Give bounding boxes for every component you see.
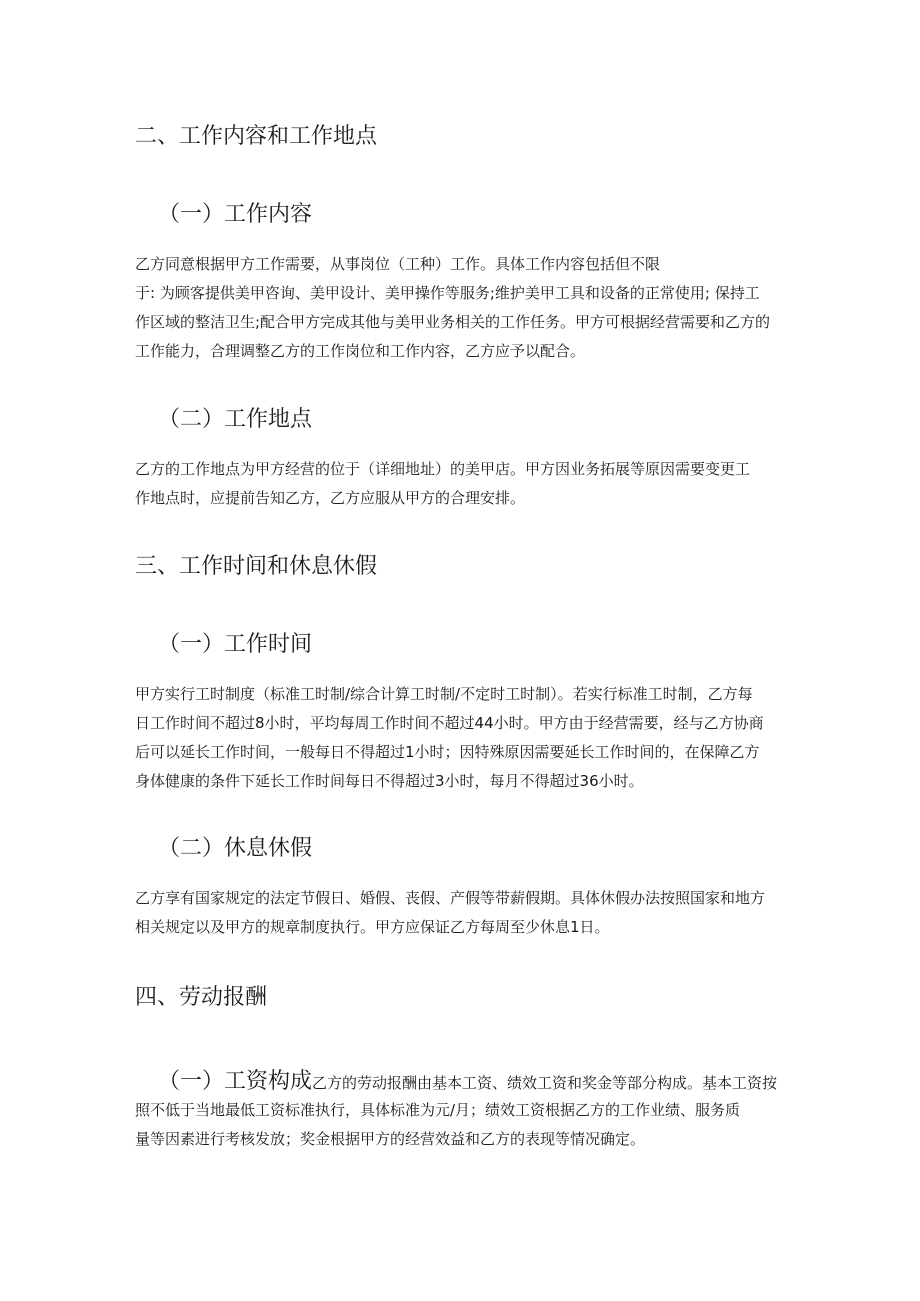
text-line: 作地点时，应提前告知乙方，乙方应服从甲方的合理安排。 xyxy=(135,489,526,507)
text-line: 身体健康的条件下延长工作时间每日不得超过3小时，每月不得超过36小时。 xyxy=(135,772,644,790)
text-line: 后可以延长工作时间，一般每日不得超过1小时；因特殊原因需要延长工作时间的，在保障乙方 xyxy=(135,743,760,761)
text-line: 量等因素进行考核发放；奖金根据甲方的经营效益和乙方的表现等情况确定。 xyxy=(135,1130,646,1148)
paragraph-work-content xyxy=(135,250,785,366)
paragraph-wage-structure xyxy=(135,1096,795,1154)
paragraph-work-location xyxy=(135,455,785,513)
text-line: 作区域的整洁卫生;配合甲方完成其他与美甲业务相关的工作任务。甲方可根据经营需要和乙方的 xyxy=(135,313,771,331)
text-line: 工作能力，合理调整乙方的工作岗位和工作内容，乙方应予以配合。 xyxy=(135,342,586,360)
paragraph-wage-structure-first-line xyxy=(158,1067,777,1098)
paragraph-rest-leave xyxy=(135,884,785,942)
text-line: 乙方的劳动报酬由基本工资、绩效工资和奖金等部分构成。基本工资按 xyxy=(312,1074,778,1092)
subsection-heading-wage-structure: （一）工资构成 xyxy=(158,1069,313,1094)
text-line: 相关规定以及甲方的规章制度执行。甲方应保证乙方每周至少休息1日。 xyxy=(135,918,610,936)
text-line: 乙方同意根据甲方工作需要，从事岗位（工种）工作。具体工作内容包括但不限 xyxy=(135,255,661,273)
subsection-heading-work-content: （一）工作内容 xyxy=(158,202,313,227)
paragraph-work-time xyxy=(135,680,785,796)
subsection-heading-rest-leave: （二）休息休假 xyxy=(158,836,313,861)
text-line: 乙方的工作地点为甲方经营的位于（详细地址）的美甲店。甲方因业务拓展等原因需要变更工 xyxy=(135,460,751,478)
section-heading-work-content-location: 二、工作内容和工作地点 xyxy=(135,124,378,149)
section-heading-labor-remuneration: 四、劳动报酬 xyxy=(135,985,268,1010)
text-line: 日工作时间不超过8小时，平均每周工作时间不超过44小时。甲方由于经营需要，经与乙方协商 xyxy=(135,714,764,732)
text-line: 照不低于当地最低工资标准执行，具体标准为元/月；绩效工资根据乙方的工作业绩、服务质 xyxy=(135,1101,741,1119)
text-line: 甲方实行工时制度（标准工时制/综合计算工时制/不定时工时制）。若实行标准工时制，乙方每 xyxy=(135,685,753,703)
text-line: 于: 为顾客提供美甲咨询、美甲设计、美甲操作等服务;维护美甲工具和设备的正常使用; 保持工 xyxy=(135,284,760,302)
subsection-heading-work-location: （二）工作地点 xyxy=(158,407,313,432)
text-line: 乙方享有国家规定的法定节假日、婚假、丧假、产假等带薪假期。具体休假办法按照国家和地方 xyxy=(135,889,766,907)
subsection-heading-work-time: （一）工作时间 xyxy=(158,632,313,657)
section-heading-work-time-rest: 三、工作时间和休息休假 xyxy=(135,554,378,579)
